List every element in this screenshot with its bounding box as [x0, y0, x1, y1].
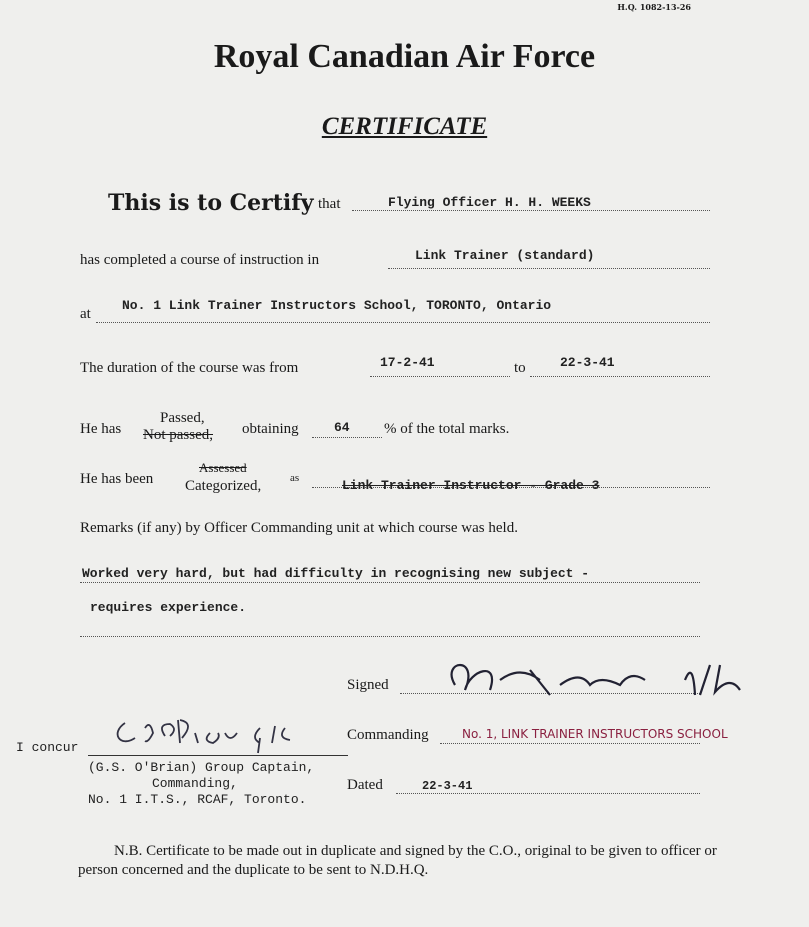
duration-from: 17-2-41 — [380, 355, 435, 370]
category-value: Link Trainer Instructor - Grade 3 — [342, 478, 600, 493]
at-label: at — [80, 306, 91, 322]
remarks-label: Remarks (if any) by Officer Commanding unit at which course was held. — [80, 520, 518, 536]
dated-label: Dated — [347, 777, 383, 793]
category-lead: He has been — [80, 471, 154, 487]
obtaining-label: obtaining — [242, 421, 299, 437]
concur-line-1: (G.S. O'Brian) Group Captain, — [88, 760, 315, 775]
concur-line-3: No. 1 I.T.S., RCAF, Toronto. — [88, 792, 307, 807]
not-passed-option: Not passed, — [143, 427, 213, 443]
unit-stamp: No. 1, LINK TRAINER INSTRUCTORS SCHOOL — [462, 727, 728, 741]
co-signature — [430, 650, 770, 705]
form-reference: H.Q. 1082-13-26 — [617, 2, 691, 12]
categorized-option: Categorized, — [185, 478, 262, 494]
signed-label: Signed — [347, 677, 389, 693]
concur-line-2: Commanding, — [152, 776, 238, 791]
dated-value: 22-3-41 — [422, 779, 473, 793]
concur-signature — [110, 708, 360, 758]
result-lead: He has — [80, 421, 122, 437]
commanding-label: Commanding — [347, 727, 429, 743]
officer-name: Flying Officer H. H. WEEKS — [388, 195, 591, 210]
to-label: to — [514, 360, 526, 376]
remarks-line-1: Worked very hard, but had difficulty in recognising new subject - — [82, 566, 590, 581]
school-value: No. 1 Link Trainer Instructors School, TORONTO, Ontario — [122, 298, 552, 313]
concur-label: I concur — [16, 740, 79, 755]
duration-label: The duration of the course was from — [80, 360, 299, 376]
percent-value: 64 — [334, 420, 350, 435]
that-label: that — [318, 196, 341, 212]
certificate-heading: CERTIFICATE — [321, 113, 488, 140]
course-label: has completed a course of instruction in — [80, 252, 320, 268]
nb-note: N.B. Certificate to be made out in duplicate and signed by the C.O., original to be given to officer or person concerned and the duplicate to be sent to N.D.H.Q. — [78, 843, 717, 878]
assessed-option: Assessed — [199, 460, 247, 475]
duration-to: 22-3-41 — [560, 355, 615, 370]
percent-tail: % of the total marks. — [384, 421, 510, 437]
page-title: Royal Canadian Air Force — [213, 38, 596, 75]
passed-option: Passed, — [160, 410, 205, 426]
as-label: as — [290, 472, 300, 484]
certify-lead: This is to Certify — [108, 190, 314, 216]
remarks-line-2: requires experience. — [90, 600, 247, 615]
course-value: Link Trainer (standard) — [415, 248, 595, 263]
